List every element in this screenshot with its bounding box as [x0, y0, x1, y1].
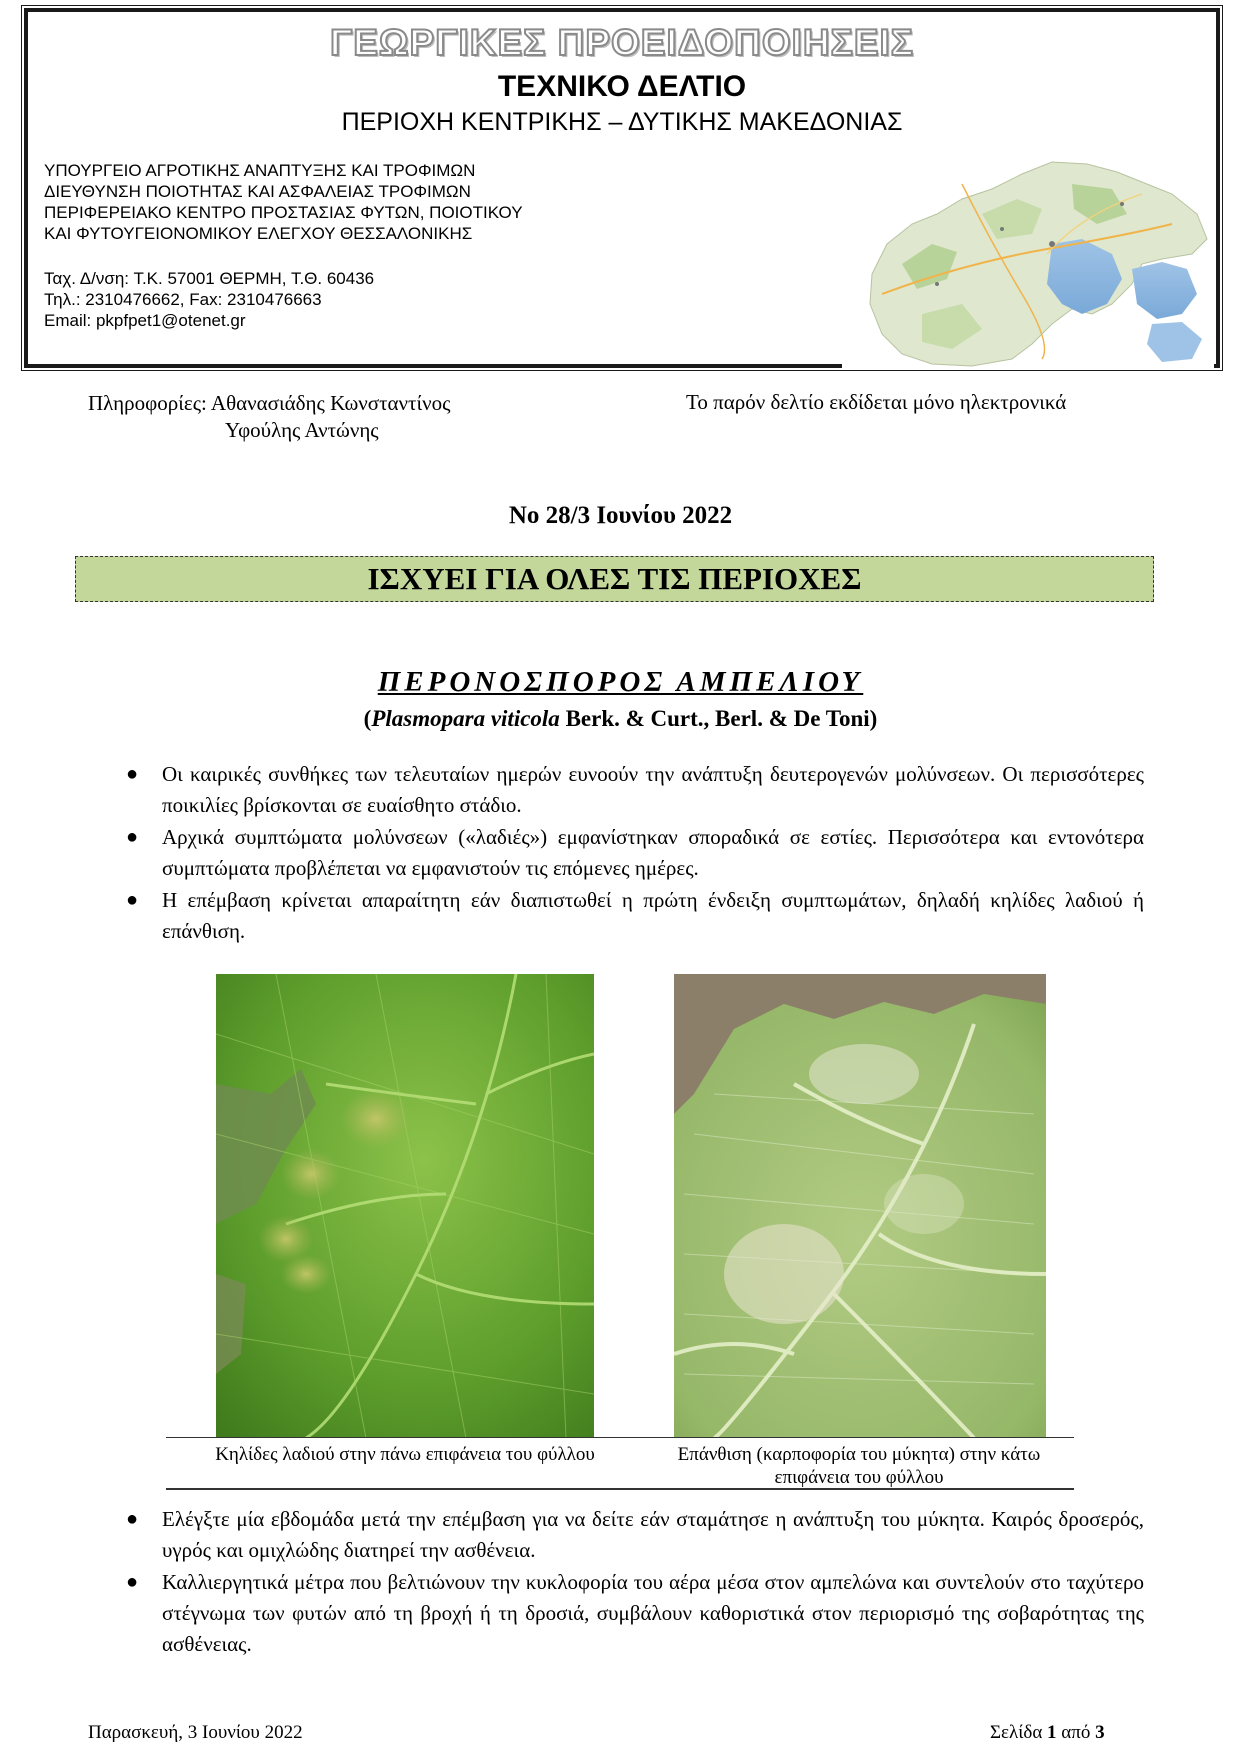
caption-rule-top — [166, 1437, 1074, 1438]
leaf-downy-growth-photo — [674, 974, 1046, 1438]
header-box — [24, 8, 1220, 368]
page-total: 3 — [1095, 1722, 1105, 1743]
issue-number: Νο 28/3 Ιουνίου 2022 — [508, 502, 733, 529]
caption-right: Επάνθιση (καρποφορία του μύκητα) στην κάτω επιφάνεια του φύλλου — [677, 1444, 1041, 1488]
section-title: ΠΕΡΟΝΟΣΠΟΡΟΣ ΑΜΠΕΛΙΟΥ — [377, 666, 864, 698]
bullet-list-bottom — [120, 1504, 1144, 1661]
info-contact-person: Πληροφορίες: Αθανασιάδης Κωνσταντίνος — [88, 391, 451, 415]
section-subtitle — [0, 706, 1241, 732]
subtitle-open: ( — [363, 706, 372, 731]
caption-rule-bottom — [166, 1488, 1074, 1490]
header-banner: ΓΕΩΡΓΙΚΕΣ ΠΡΟΕΙΔΟΠΟΙΗΣΕΙΣ — [329, 22, 915, 63]
species-name: Plasmopara viticola — [371, 706, 560, 731]
ministry-line: ΥΠΟΥΡΓΕΙΟ ΑΓΡΟΤΙΚΗΣ ΑΝΑΠΤΥΞΗΣ ΚΑΙ ΤΡΟΦΙΜΩΝ — [44, 161, 476, 180]
footer-date: Παρασκευή, 3 Ιουνίου 2022 — [88, 1722, 303, 1743]
list-item — [120, 1567, 1144, 1660]
list-item — [120, 822, 1144, 884]
of-word: από — [1061, 1722, 1091, 1743]
bullet-icon: ● — [126, 1571, 139, 1593]
map-illustration — [842, 144, 1214, 370]
bullet-icon: ● — [126, 763, 139, 785]
contact-block — [44, 268, 374, 331]
ministry-block — [44, 160, 523, 244]
electronic-notice: Το παρόν δελτίο εκδίδεται μόνο ηλεκτρονικά — [686, 390, 1067, 414]
list-item — [120, 885, 1144, 947]
list-item-text: Αρχικά συμπτώματα μολύνσεων («λαδιές») εμφανίστηκαν σποραδικά σε εστίες. Περισσότερα και εντονότερα συμπτώματα προβλέπεται να εμφανιστούν τις επόμενες ημέρες. — [162, 825, 1144, 880]
bullet-icon: ● — [126, 889, 139, 911]
leaf-upper-surface-illustration — [216, 974, 594, 1438]
list-item — [120, 759, 1144, 821]
ministry-line: ΚΑΙ ΦΥΤΟΥΓΕΙΟΝΟΜΙΚΟΥ ΕΛΕΓΧΟΥ ΘΕΣΣΑΛΟΝΙΚΗΣ — [44, 224, 473, 243]
info-block — [88, 390, 450, 444]
region-title: ΠΕΡΙΟΧΗ ΚΕΝΤΡΙΚΗΣ – ΔΥΤΙΚΗΣ ΜΑΚΕΔΟΝΙΑΣ — [341, 108, 903, 136]
phone-line: Τηλ.: 2310476662, Fax: 2310476663 — [44, 290, 322, 309]
page-current: 1 — [1047, 1722, 1057, 1743]
leaf-oil-spots-photo — [216, 974, 594, 1438]
bullet-list-top — [120, 759, 1144, 948]
list-item — [120, 1504, 1144, 1566]
info-second-person: Υφούλης Αντώνης — [225, 418, 379, 442]
email-line: Email: pkpfpet1@otenet.gr — [44, 311, 246, 330]
subtitle-authority: Berk. & Curt., Berl. & De Toni) — [559, 706, 878, 731]
list-item-text: Καλλιεργητικά μέτρα που βελτιώνουν την κυκλοφορία του αέρα μέσα στον αμπελώνα και συντελούν στο ταχύτερο στέγνωμα των φυτών από τη βροχή ή τη δροσιά, συμβάλουν καθοριστικά στον περιορισμό της σοβαρότητας της ασθένειας. — [162, 1570, 1144, 1656]
list-item-text: Οι καιρικές συνθήκες των τελευταίων ημερών ευνοούν την ανάπτυξη δευτερογενών μολύνσεων. Οι περισσότερες ποικιλίες βρίσκονται σε ευαίσθητο στάδιο. — [162, 762, 1144, 817]
address-line: Ταχ. Δ/νση: Τ.Κ. 57001 ΘΕΡΜΗ, Τ.Θ. 60436 — [44, 269, 375, 288]
list-item-text: Η επέμβαση κρίνεται απαραίτητη εάν διαπιστωθεί η πρώτη ένδειξη συμπτωμάτων, δηλαδή κηλίδες λαδιού ή επάνθιση. — [162, 888, 1144, 943]
leaf-lower-surface-illustration — [674, 974, 1046, 1438]
page-number — [990, 1722, 1105, 1744]
region-map-image — [842, 144, 1214, 370]
list-item-text: Ελέγξτε μία εβδομάδα μετά την επέμβαση για να δείτε εάν σταμάτησε η ανάπτυξη του μύκητα. Καιρός δροσερός, υγρός και ομιχλώδης διατηρεί την ασθένεια. — [162, 1507, 1144, 1562]
ministry-line: ΠΕΡΙΦΕΡΕΙΑΚΟ ΚΕΝΤΡΟ ΠΡΟΣΤΑΣΙΑΣ ΦΥΤΩΝ, ΠΟΙΟΤΙΚΟΥ — [44, 203, 523, 222]
applies-banner: ΙΣΧΥΕΙ ΓΙΑ ΟΛΕΣ ΤΙΣ ΠΕΡΙΟΧΕΣ — [75, 556, 1154, 602]
document-title: ΤΕΧΝΙΚΟ ΔΕΛΤΙΟ — [497, 70, 747, 103]
bullet-icon: ● — [126, 1508, 139, 1530]
page-word: Σελίδα — [990, 1722, 1043, 1743]
caption-left: Κηλίδες λαδιού στην πάνω επιφάνεια του φύλλου — [215, 1444, 595, 1465]
bullet-icon: ● — [126, 826, 139, 848]
ministry-line: ΔΙΕΥΘΥΝΣΗ ΠΟΙΟΤΗΤΑΣ ΚΑΙ ΑΣΦΑΛΕΙΑΣ ΤΡΟΦΙΜΩΝ — [44, 182, 471, 201]
